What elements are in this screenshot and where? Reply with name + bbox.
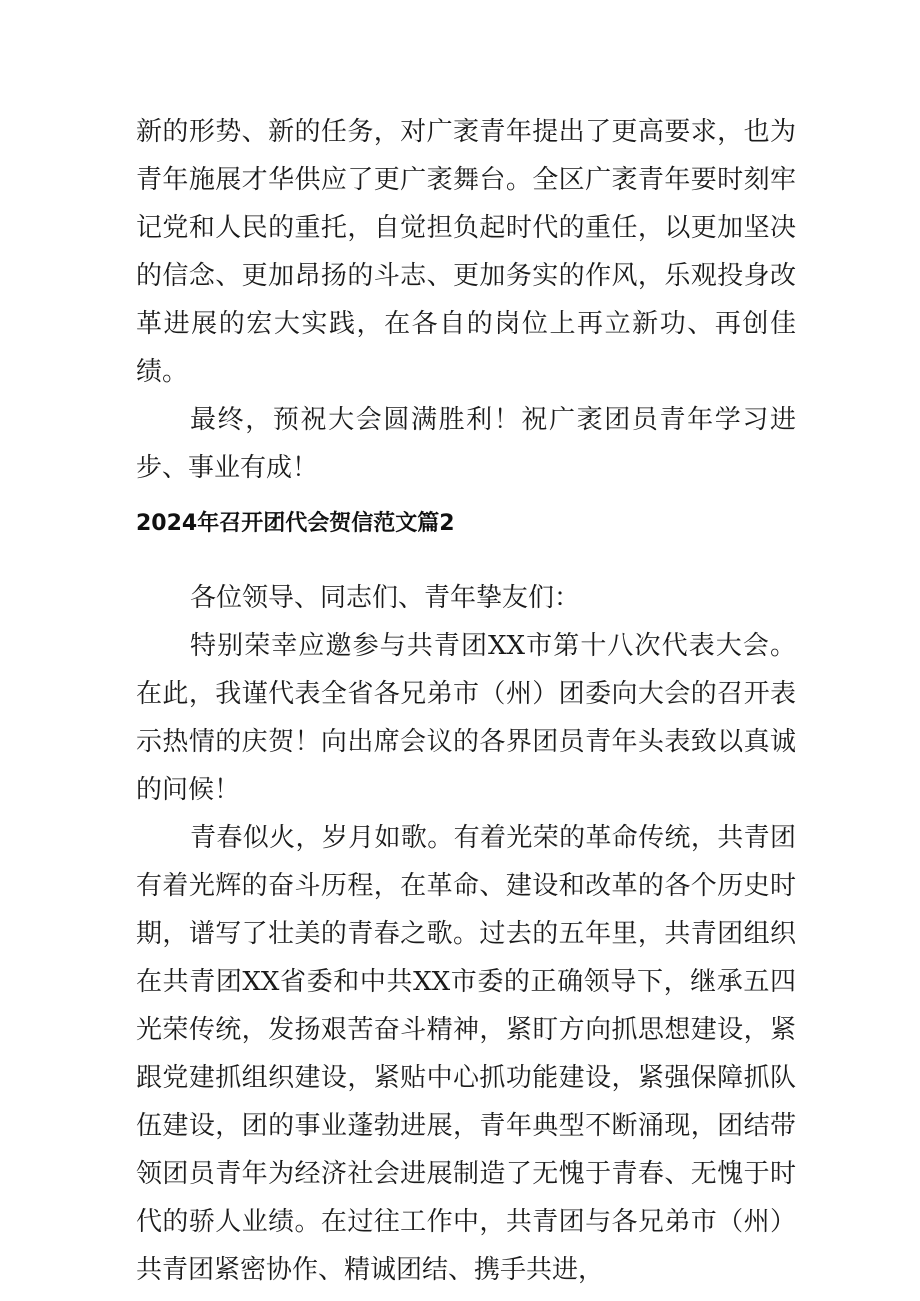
paragraph-salutation: 各位领导、同志们、青年挚友们： [190, 583, 581, 613]
section-title: 2024年召开团代会贺信范文篇2 [136, 511, 455, 536]
paragraph-greeting: 特别荣幸应邀参与共青团XX市第十八次代表大会。在此，我谨代表全省各兄弟市（州）团委向大会的召开表示热情的庆贺！向出席会议的各界团员青年头表致以真诚的问候！ [136, 631, 796, 805]
paragraph-continued: 新的形势、新的任务，对广袤青年提出了更高要求，也为青年施展才华供应了更广袤舞台。全区广袤青年要时刻牢记党和人民的重托，自觉担负起时代的重任，以更加坚决的信念、更加昂扬的斗志、更加务实的作风，乐观投身改革进展的宏大实践，在各自的岗位上再立新功、再创佳绩。 [136, 117, 796, 387]
document-body [136, 108, 796, 1294]
paragraph-achievements: 青春似火，岁月如歌。有着光荣的革命传统，共青团有着光辉的奋斗历程，在革命、建设和改革的各个历史时期，谱写了壮美的青春之歌。过去的五年里，共青团组织在共青团XX省委和中共XX市委的正确领导下，继承五四光荣传统，发扬艰苦奋斗精神，紧盯方向抓思想建设，紧跟党建抓组织建设，紧贴中心抓功能建设，紧强保障抓队伍建设，团的事业蓬勃进展，青年典型不断涌现，团结带领团员青年为经济社会进展制造了无愧于青春、无愧于时代的骄人业绩。在过往工作中，共青团与各兄弟市（州）共青团紧密协作、精诚团结、携手共进， [136, 823, 796, 1285]
paragraph-closing-wishes: 最终，预祝大会圆满胜利！祝广袤团员青年学习进步、事业有成！ [136, 405, 796, 483]
